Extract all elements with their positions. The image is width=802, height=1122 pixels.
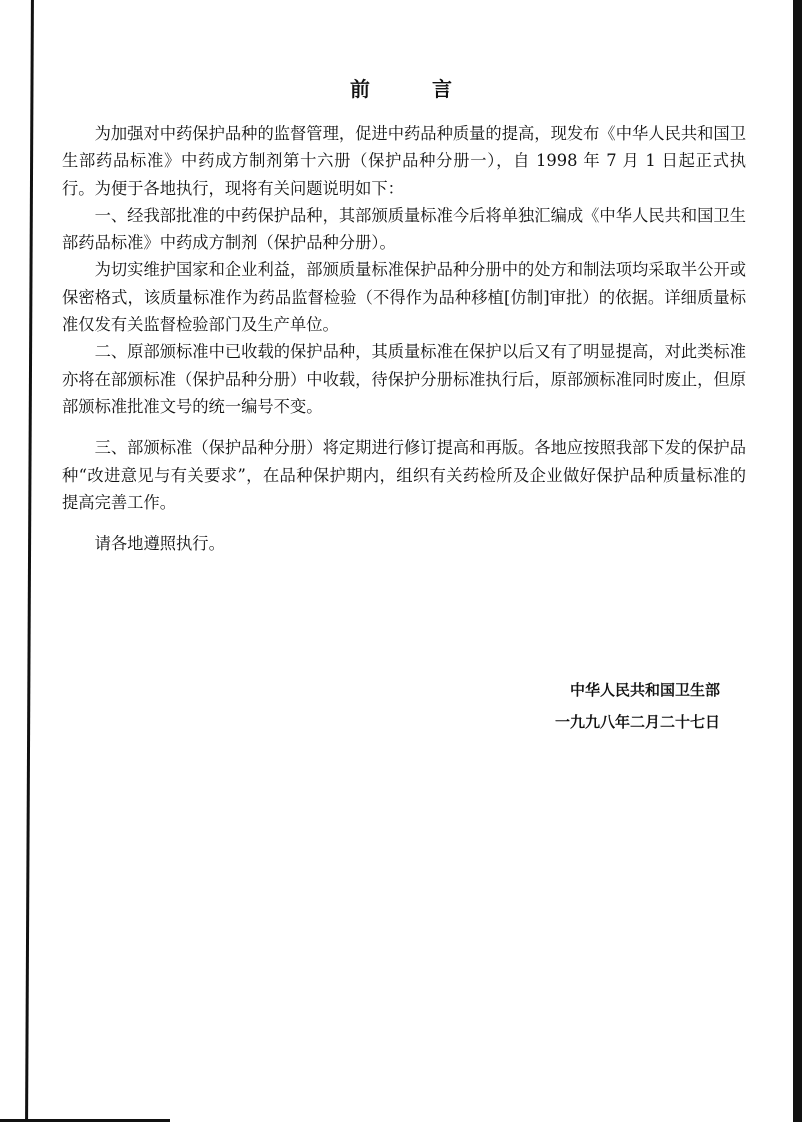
signature-date: 一九九八年二月二十七日 <box>554 713 720 731</box>
signature-block <box>520 674 720 738</box>
title-char: 言 <box>432 77 514 102</box>
scan-right-edge <box>793 0 802 1122</box>
title-char: 前 <box>350 77 432 102</box>
preface-body <box>62 120 746 557</box>
paragraph-item-3: 三、部颁标准（保护品种分册）将定期进行修订提高和再版。各地应按照我部下发的保护品种“改进意见与有关要求”，在品种保护期内，组织有关药检所及企业做好保护品种质量标准的提高完善工作。 <box>62 438 746 512</box>
paragraph-intro: 为加强对中药保护品种的监督管理，促进中药品种质量的提高，现发布《中华人民共和国卫生部药品标准》中药成方制剂第十六册（保护品种分册一），自 1998 年 7 月 1 日起正式执行。为便于各地执行，现将有关问题说明如下： <box>62 124 746 198</box>
paragraph-item-1: 一、经我部批准的中药保护品种，其部颁质量标准今后将单独汇编成《中华人民共和国卫生部药品标准》中药成方制剂（保护品种分册）。 <box>62 205 746 253</box>
paragraph-closing: 请各地遵照执行。 <box>94 534 225 554</box>
scan-left-edge <box>25 0 34 1120</box>
paragraph-confidentiality: 为切实维护国家和企业利益，部颁质量标准保护品种分册中的处方和制法项均采取半公开或保密格式，该质量标准作为药品监督检验（不得作为品种移植[仿制]审批）的依据。详细质量标准仅发有关监督检验部门及生产单位。 <box>62 260 746 335</box>
paragraph-item-2: 二、原部颁标准中已收载的保护品种，其质量标准在保护以后又有了明显提高，对此类标准亦将在部颁标准（保护品种分册）中收载，待保护分册标准执行后，原部颁标准同时废止，但原部颁标准批准文号的统一编号不变。 <box>62 342 746 416</box>
page-title <box>0 73 802 102</box>
signature-issuer: 中华人民共和国卫生部 <box>569 681 720 699</box>
